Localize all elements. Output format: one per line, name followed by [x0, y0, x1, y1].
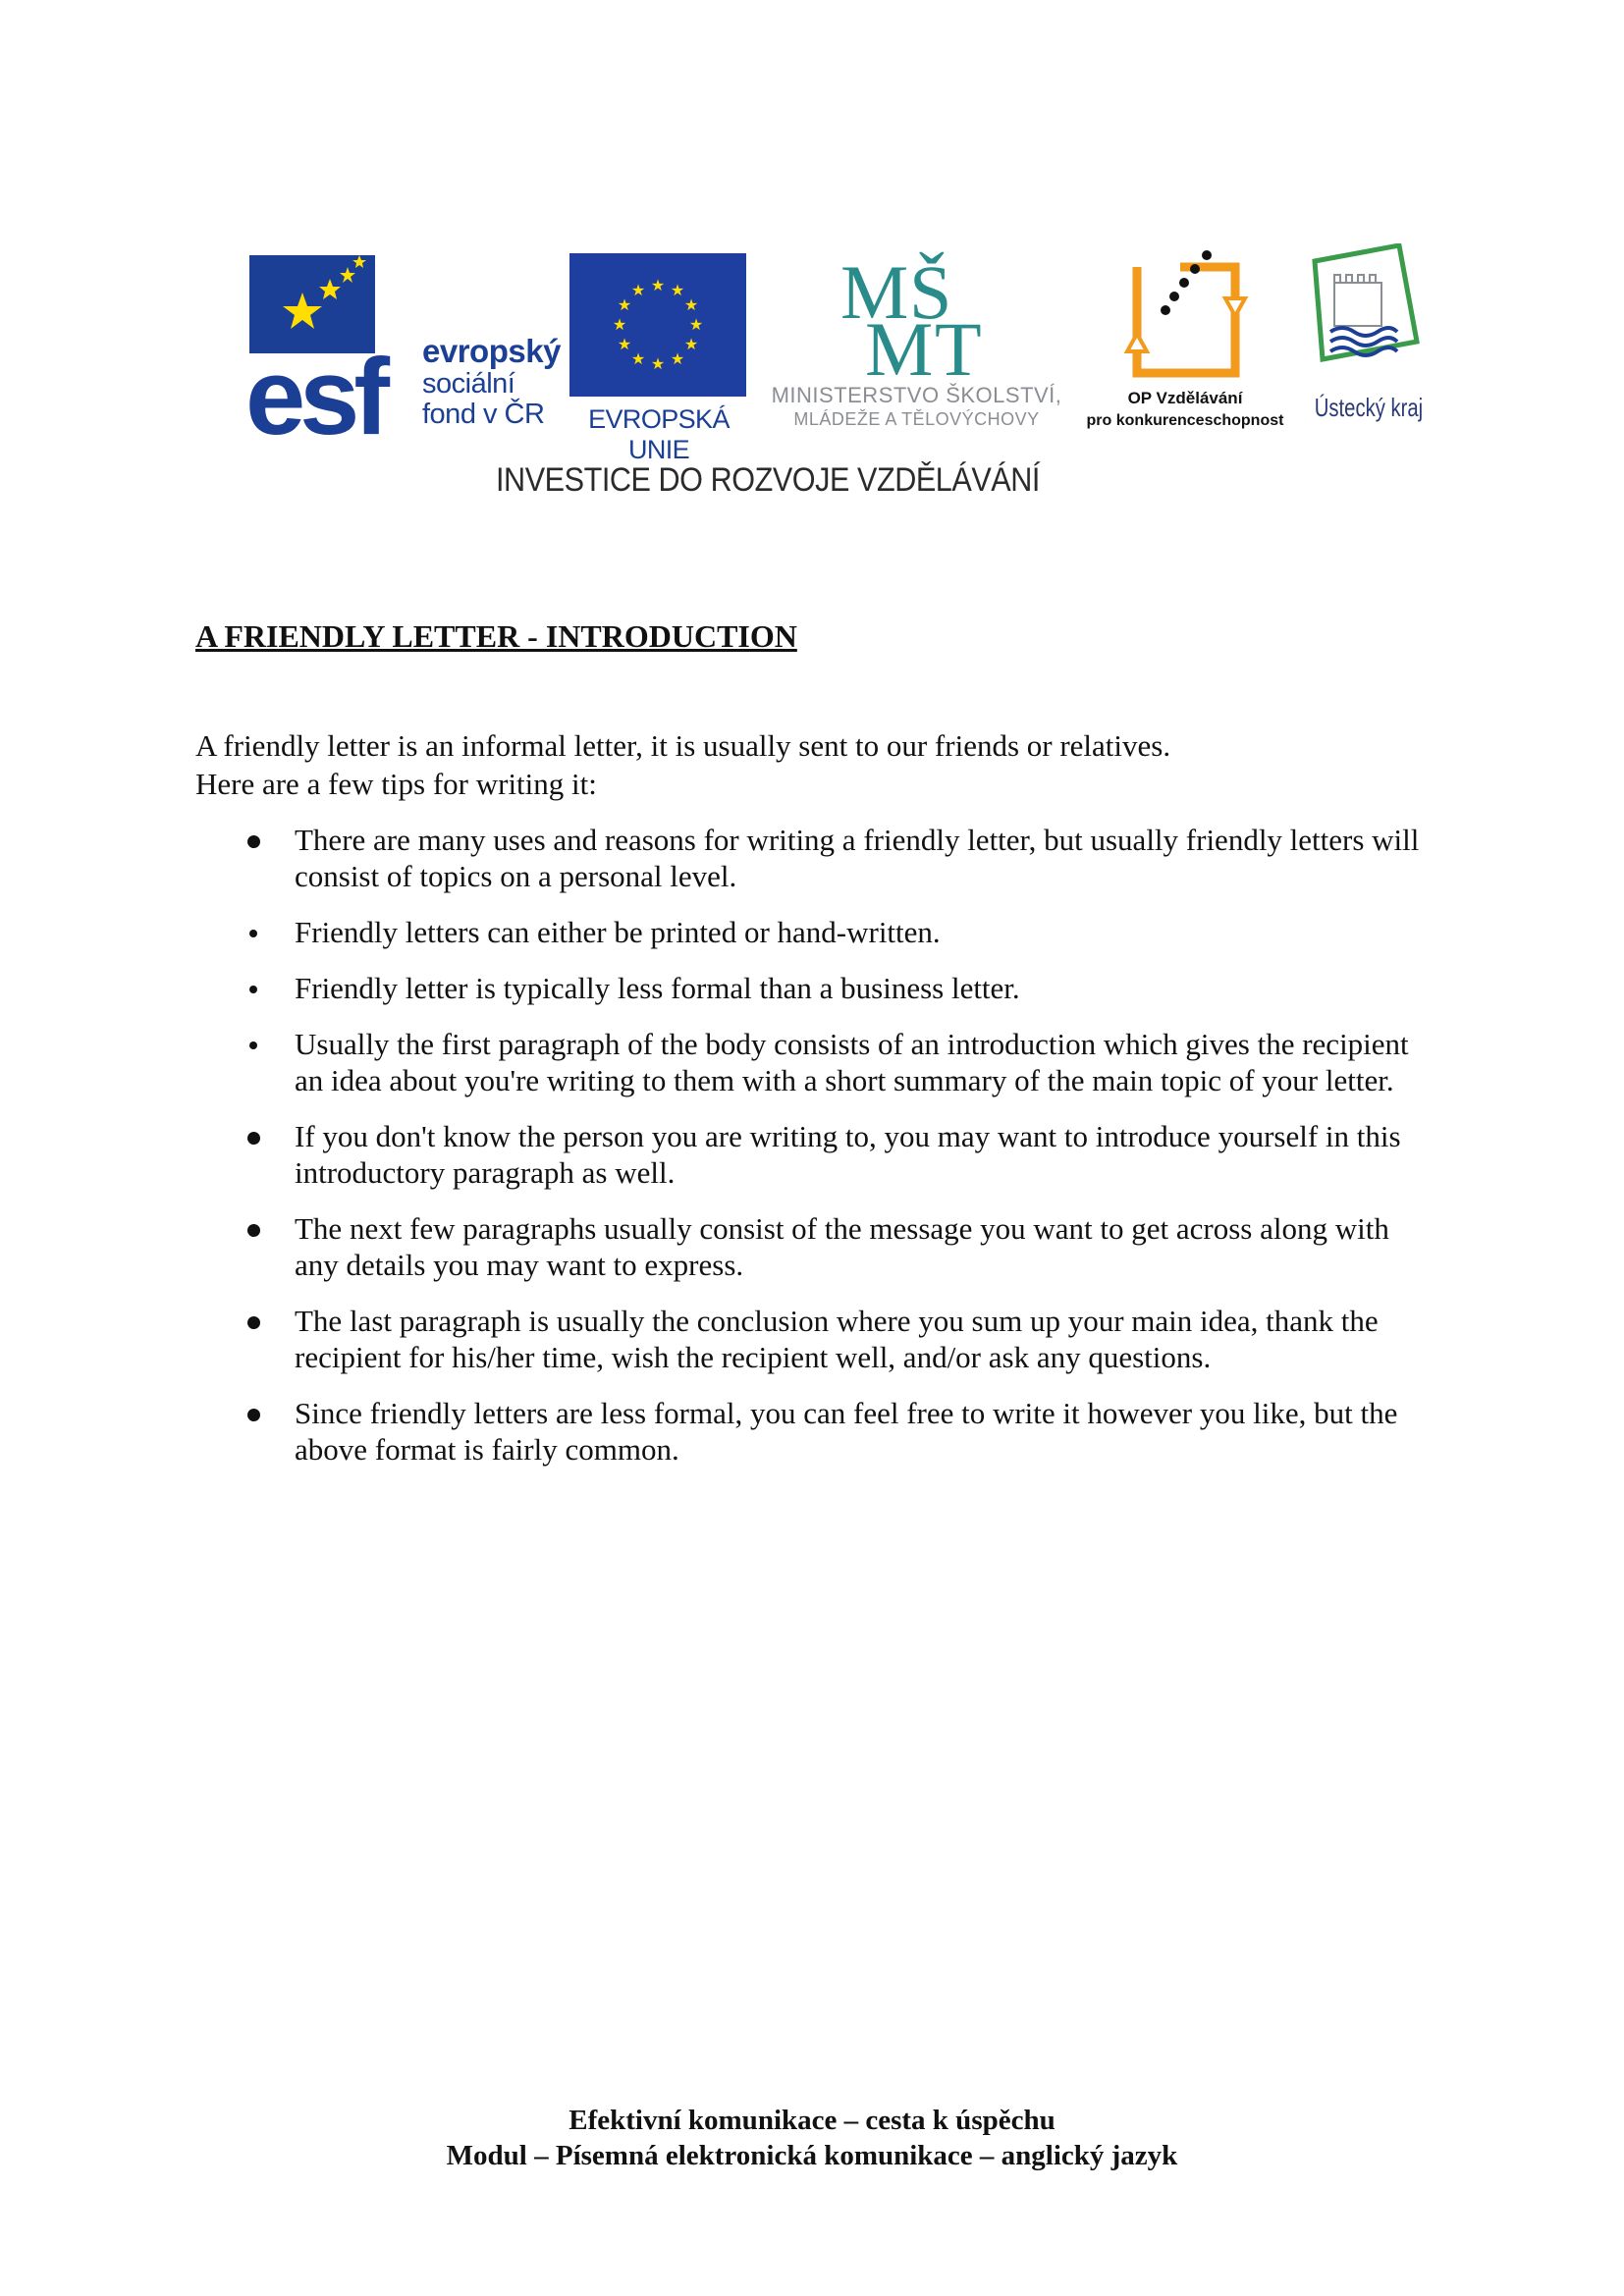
svg-text:M: M [840, 249, 909, 335]
tip-text: Usually the first paragraph of the body consists of an introduction which gives the recipient an idea about you're writing to them with a short summary of the main topic of your letter. [295, 1027, 1409, 1097]
svg-text:★: ★ [630, 281, 646, 299]
ustecky-kraj-logo [1301, 243, 1424, 440]
esf-line2: sociální [422, 367, 515, 400]
svg-text:T: T [935, 306, 982, 380]
svg-text:★: ★ [683, 295, 699, 314]
page-footer [0, 2103, 1624, 2173]
bullet-icon [247, 1409, 260, 1421]
list-item [195, 1118, 1433, 1191]
msmt-monogram-icon [762, 247, 1071, 380]
svg-text:★: ★ [617, 295, 632, 314]
bullet-icon [247, 1132, 260, 1145]
list-item [195, 1210, 1433, 1283]
tip-text: If you don't know the person you are writing to, you may want to introduce yourself in this introductory paragraph as well. [295, 1119, 1401, 1190]
intro-line-2: Here are a few tips for writing it: [195, 767, 597, 801]
ustecky-kraj-emblem-icon [1301, 243, 1424, 391]
msmt-caption-line1: MINISTERSTVO ŠKOLSTVÍ, [771, 383, 1062, 407]
op-caption-line2: pro konkurenceschopnost [1086, 412, 1284, 429]
eu-logo [568, 249, 748, 464]
tagline: INVESTICE DO ROZVOJE VZDĚLÁVÁNÍ [496, 461, 1040, 499]
esf-logo [245, 249, 569, 436]
list-item [195, 1303, 1433, 1375]
svg-text:★: ★ [670, 281, 685, 299]
bullet-icon [249, 1041, 257, 1049]
list-item [195, 1395, 1433, 1468]
tip-text: There are many uses and reasons for writing a friendly letter, but usually friendly letters will consist of topics on a personal level. [295, 823, 1420, 893]
tips-list [195, 822, 1433, 1487]
footer-line-1: Efektivní komunikace – cesta k úspěchu [568, 2105, 1056, 2136]
tip-text: Friendly letters can either be printed or hand-written. [295, 915, 941, 949]
esf-emblem-icon [245, 249, 422, 436]
esf-line1: evropský [422, 333, 561, 369]
tip-text: The next few paragraphs usually consist of the message you want to get across along with any details you may want to express. [295, 1211, 1389, 1282]
svg-text:★: ★ [683, 335, 699, 353]
op-emblem-icon [1082, 247, 1288, 385]
list-item [195, 914, 1433, 950]
svg-text:Š: Š [909, 249, 952, 335]
tip-text: The last paragraph is usually the conclusion where you sum up your main idea, thank the recipient for his/her time, wish the recipient well, and/or ask any questions. [295, 1304, 1379, 1374]
op-caption-line1: OP Vzdělávání [1127, 389, 1243, 407]
eu-flag-icon [568, 249, 748, 399]
bullet-icon [247, 1224, 260, 1237]
bullet-icon [247, 835, 260, 848]
svg-text:★: ★ [670, 349, 685, 368]
list-item [195, 970, 1433, 1006]
bullet-icon [249, 930, 257, 937]
svg-text:★: ★ [650, 354, 666, 373]
tip-text: Friendly letter is typically less formal than a business letter. [295, 971, 1020, 1005]
msmt-logo [762, 247, 1071, 434]
document-title: A FRIENDLY LETTER - INTRODUCTION [195, 618, 797, 654]
svg-text:★: ★ [650, 276, 666, 294]
svg-text:esf: esf [245, 337, 384, 436]
svg-text:M: M [865, 306, 934, 380]
svg-text:★: ★ [617, 335, 632, 353]
list-item [195, 1026, 1433, 1098]
svg-text:★: ★ [630, 349, 646, 368]
list-item [195, 822, 1433, 894]
svg-text:★: ★ [612, 315, 627, 334]
tip-text: Since friendly letters are less formal, you can feel free to write it however you like, but the above format is fairly common. [295, 1396, 1398, 1467]
msmt-caption-line2: MLÁDEŽE A TĚLOVÝCHOVY [793, 409, 1040, 429]
ustecky-kraj-caption: Ústecký kraj [1314, 393, 1424, 422]
eu-caption: EVROPSKÁ UNIE [588, 404, 730, 464]
bullet-icon [247, 1316, 260, 1329]
bullet-icon [249, 986, 257, 993]
svg-text:★: ★ [688, 315, 704, 334]
intro-paragraph [195, 726, 1423, 803]
esf-line3: fond v ČR [422, 398, 545, 430]
intro-line-1: A friendly letter is an informal letter, it is usually sent to our friends or relatives. [195, 728, 1171, 763]
footer-line-2: Modul – Písemná elektronická komunikace – anglický jazyk [446, 2140, 1178, 2171]
op-logo [1082, 247, 1288, 434]
logo-bar [245, 243, 1424, 464]
